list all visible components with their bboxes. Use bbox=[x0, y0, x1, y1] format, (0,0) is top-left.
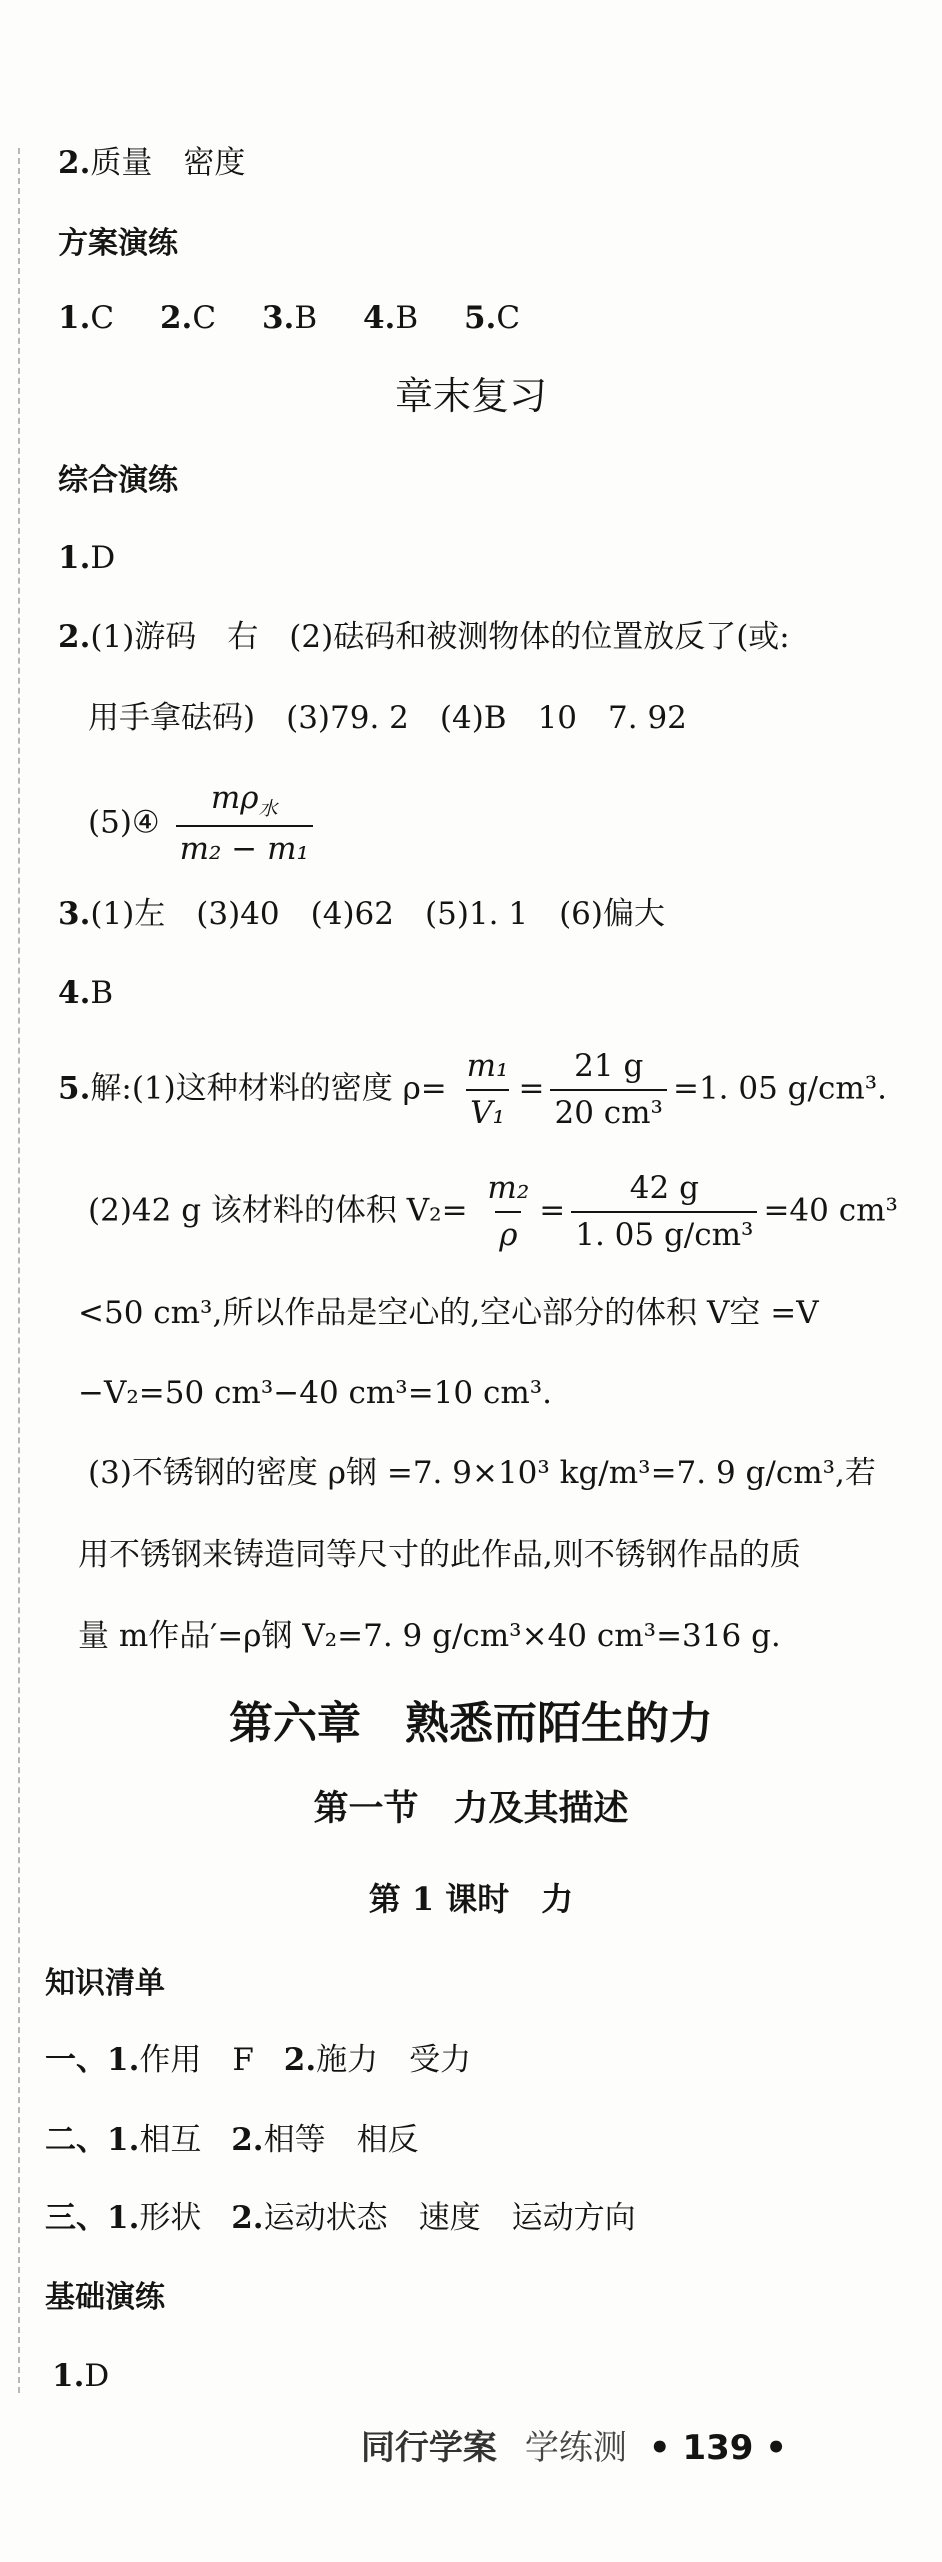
item-text: D bbox=[90, 540, 116, 576]
item-text: (1)左 (3)40 (4)62 (5)1. 1 (6)偏大 bbox=[90, 896, 665, 932]
item-text: D bbox=[84, 2358, 110, 2394]
numerator: m₂ bbox=[487, 1170, 530, 1206]
item-number: 3. bbox=[261, 300, 295, 336]
denominator: m₂ − m₁ bbox=[176, 825, 313, 868]
page-number: • 139 • bbox=[648, 2428, 787, 2468]
item-text: B bbox=[294, 300, 318, 336]
chapter-review-title: 章末复习 bbox=[394, 374, 547, 418]
answer-line-choices bbox=[58, 300, 520, 337]
item-number: 3. bbox=[58, 896, 91, 932]
fraction bbox=[463, 1048, 513, 1132]
item-text: (5)④ bbox=[88, 804, 160, 841]
knowledge-line-3 bbox=[45, 2200, 636, 2237]
item-number: 4. bbox=[58, 975, 91, 1011]
footer-brand: 同行学案 bbox=[360, 2428, 497, 2468]
answer-line-5-hollow-volume: −V₂=50 cm³−40 cm³=10 cm³. bbox=[78, 1375, 553, 1411]
knowledge-line-2 bbox=[45, 2122, 419, 2159]
answer-line-5-density: 5.解:(1)这种材料的密度 ρ= $\frac{\text{m₁}}{\text{V₁}}$ = $\frac{21 g}{\text{20 cm³}}$ =1. 05 g/cm³. bbox=[58, 1048, 888, 1132]
fraction bbox=[571, 1170, 757, 1254]
answer-line-1 bbox=[58, 540, 115, 577]
footer-subtitle: 学练测 bbox=[524, 2428, 627, 2468]
item-number: 2. bbox=[58, 145, 91, 181]
answer-line-5-steel-cont: 用不锈钢来铸造同等尺寸的此作品,则不锈钢作品的质 bbox=[78, 1537, 801, 1573]
item-number: 一、1. bbox=[45, 2042, 140, 2078]
denominator: 20 cm³ bbox=[550, 1089, 667, 1132]
answer-line-2-quality bbox=[58, 145, 245, 182]
fraction bbox=[550, 1048, 667, 1132]
section-heading-basic: 基础演练 bbox=[45, 2280, 165, 2315]
item-number: 2. bbox=[231, 2200, 264, 2236]
item-text: (2)42 g 该材料的体积 V₂= bbox=[88, 1192, 468, 1229]
numerator: 21 g bbox=[574, 1048, 644, 1084]
margin-dashed-line bbox=[18, 148, 20, 2393]
section-title: 第一节 力及其描述 bbox=[313, 1789, 629, 1829]
answer-line-3 bbox=[58, 896, 665, 933]
item-text: 相等 相反 bbox=[263, 2122, 419, 2158]
item-text: 解:(1)这种材料的密度 ρ= bbox=[90, 1070, 447, 1107]
answer-line-2 bbox=[58, 619, 790, 656]
chapter-title: 第六章 熟悉而陌生的力 bbox=[229, 1698, 713, 1749]
answer-line-2-part5 bbox=[88, 780, 319, 868]
basic-answer-line-1 bbox=[52, 2358, 109, 2395]
item-text: =1. 05 g/cm³. bbox=[672, 1070, 888, 1107]
denominator: 1. 05 g/cm³ bbox=[571, 1211, 757, 1254]
denominator: ρ bbox=[495, 1211, 521, 1254]
item-number: 2. bbox=[283, 2042, 317, 2078]
fraction bbox=[176, 780, 313, 868]
item-text: 形状 bbox=[139, 2200, 202, 2236]
answer-line-5-volume: (2)42 g 该材料的体积 V₂= $\frac{\text{m₂}}{\rho}$ = $\frac{42 g}{\text{1. 05 g/cm³}}$ =40 cm³ bbox=[88, 1170, 898, 1254]
answer-line-4 bbox=[58, 975, 113, 1012]
item-text: B bbox=[90, 975, 114, 1011]
item-text: B bbox=[395, 300, 419, 336]
item-text: C bbox=[90, 300, 115, 336]
item-number: 5. bbox=[58, 1070, 91, 1107]
numerator: m₁ bbox=[466, 1048, 509, 1084]
item-number: 二、1. bbox=[45, 2122, 140, 2158]
item-text: C bbox=[496, 300, 521, 336]
section-heading-knowledge: 知识清单 bbox=[45, 1966, 165, 2001]
answer-line-5-steel-density: (3)不锈钢的密度 ρ钢 =7. 9×10³ kg/m³=7. 9 g/cm³,若 bbox=[88, 1455, 876, 1491]
subscript: 水 bbox=[258, 798, 278, 821]
item-number: 2. bbox=[159, 300, 193, 336]
item-number: 1. bbox=[58, 540, 91, 576]
denominator: V₁ bbox=[466, 1089, 509, 1132]
item-text: (1)游码 右 (2)砝码和被测物体的位置放反了(或: bbox=[90, 619, 790, 655]
item-number: 1. bbox=[58, 300, 91, 336]
numerator-text: mρ bbox=[210, 780, 259, 816]
item-number: 2. bbox=[58, 619, 91, 655]
item-text: 施力 受力 bbox=[316, 2042, 472, 2078]
answer-line-5-steel-mass: 量 m作品′=ρ钢 V₂=7. 9 g/cm³×40 cm³=316 g. bbox=[78, 1618, 781, 1654]
item-number: 1. bbox=[52, 2358, 85, 2394]
page-footer bbox=[361, 2420, 787, 2469]
lesson-title: 第 1 课时 力 bbox=[368, 1880, 574, 1918]
item-text: 作用 F bbox=[139, 2042, 254, 2078]
answer-line-2-cont: 用手拿砝码) (3)79. 2 (4)B 10 7. 92 bbox=[88, 700, 687, 736]
knowledge-line-1 bbox=[45, 2042, 471, 2079]
numerator: 42 g bbox=[629, 1170, 699, 1206]
item-number: 2. bbox=[231, 2122, 264, 2158]
item-text: =40 cm³ bbox=[763, 1192, 898, 1229]
item-number: 三、1. bbox=[45, 2200, 140, 2236]
fraction bbox=[483, 1170, 533, 1254]
item-text: 质量 密度 bbox=[90, 145, 246, 181]
section-heading-comprehensive: 综合演练 bbox=[58, 463, 178, 498]
item-number: 5. bbox=[463, 300, 497, 336]
item-text: 相互 bbox=[139, 2122, 202, 2158]
item-text: 运动状态 速度 运动方向 bbox=[263, 2200, 636, 2236]
item-number: 4. bbox=[362, 300, 396, 336]
item-text: C bbox=[192, 300, 217, 336]
section-heading-plan: 方案演练 bbox=[58, 226, 178, 261]
answer-line-5-hollow: <50 cm³,所以作品是空心的,空心部分的体积 V空 =V bbox=[78, 1295, 819, 1331]
numerator bbox=[207, 780, 282, 825]
